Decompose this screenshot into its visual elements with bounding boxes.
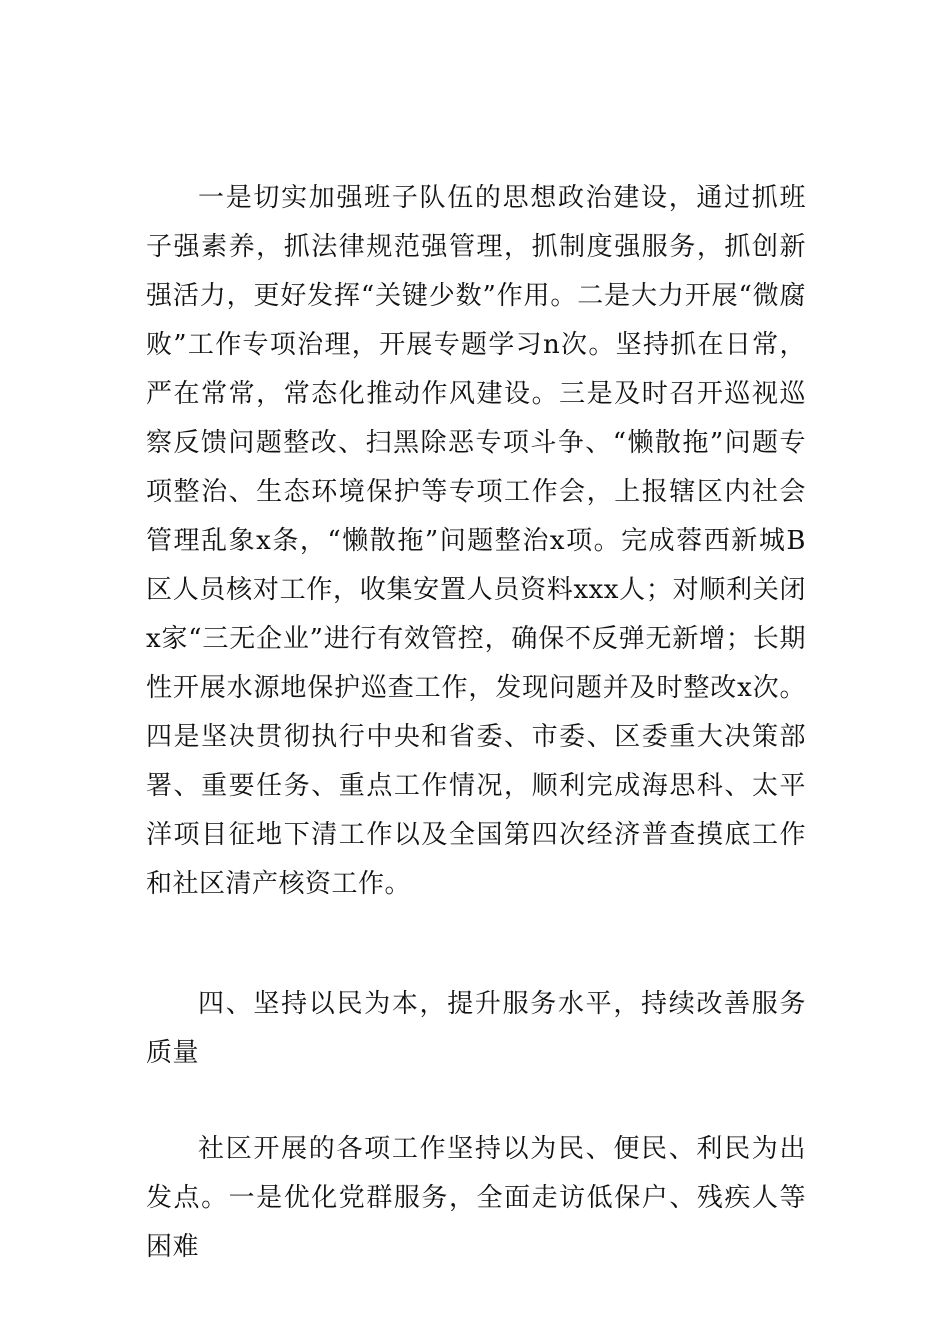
- body-paragraph: 社区开展的各项工作坚持以为民、便民、利民为出发点。一是优化党群服务，全面走访低保户、残疾人等困难: [146, 1134, 806, 1262]
- body-paragraph: 一是切实加强班子队伍的思想政治建设，通过抓班子强素养，抓法律规范强管理，抓制度强服务，抓创新强活力，更好发挥“关键少数”作用。二是大力开展“微腐败”工作专项治理，开展专题学习n次。坚持抓在日常，严在常常，常态化推动作风建设。三是及时召开巡视巡察反馈问题整改、扫黑除恶专项斗争、“懒散拖”问题专项整治、生态环境保护等专项工作会，上报辖区内社会管理乱象x条，“懒散拖”问题整治x项。完成蓉西新城B区人员核对工作，收集安置人员资料xxx人；对顺利关闭x家“三无企业”进行有效管控，确保不反弹无新增；长期性开展水源地保护巡查工作，发现问题并及时整改x次。四是坚决贯彻执行中央和省委、市委、区委重大决策部署、重要任务、重点工作情况，顺利完成海思科、太平洋项目征地下清工作以及全国第四次经济普查摸底工作和社区清产核资工作。: [146, 183, 806, 899]
- section-heading: 四、坚持以民为本，提升服务水平，持续改善服务质量: [146, 989, 806, 1068]
